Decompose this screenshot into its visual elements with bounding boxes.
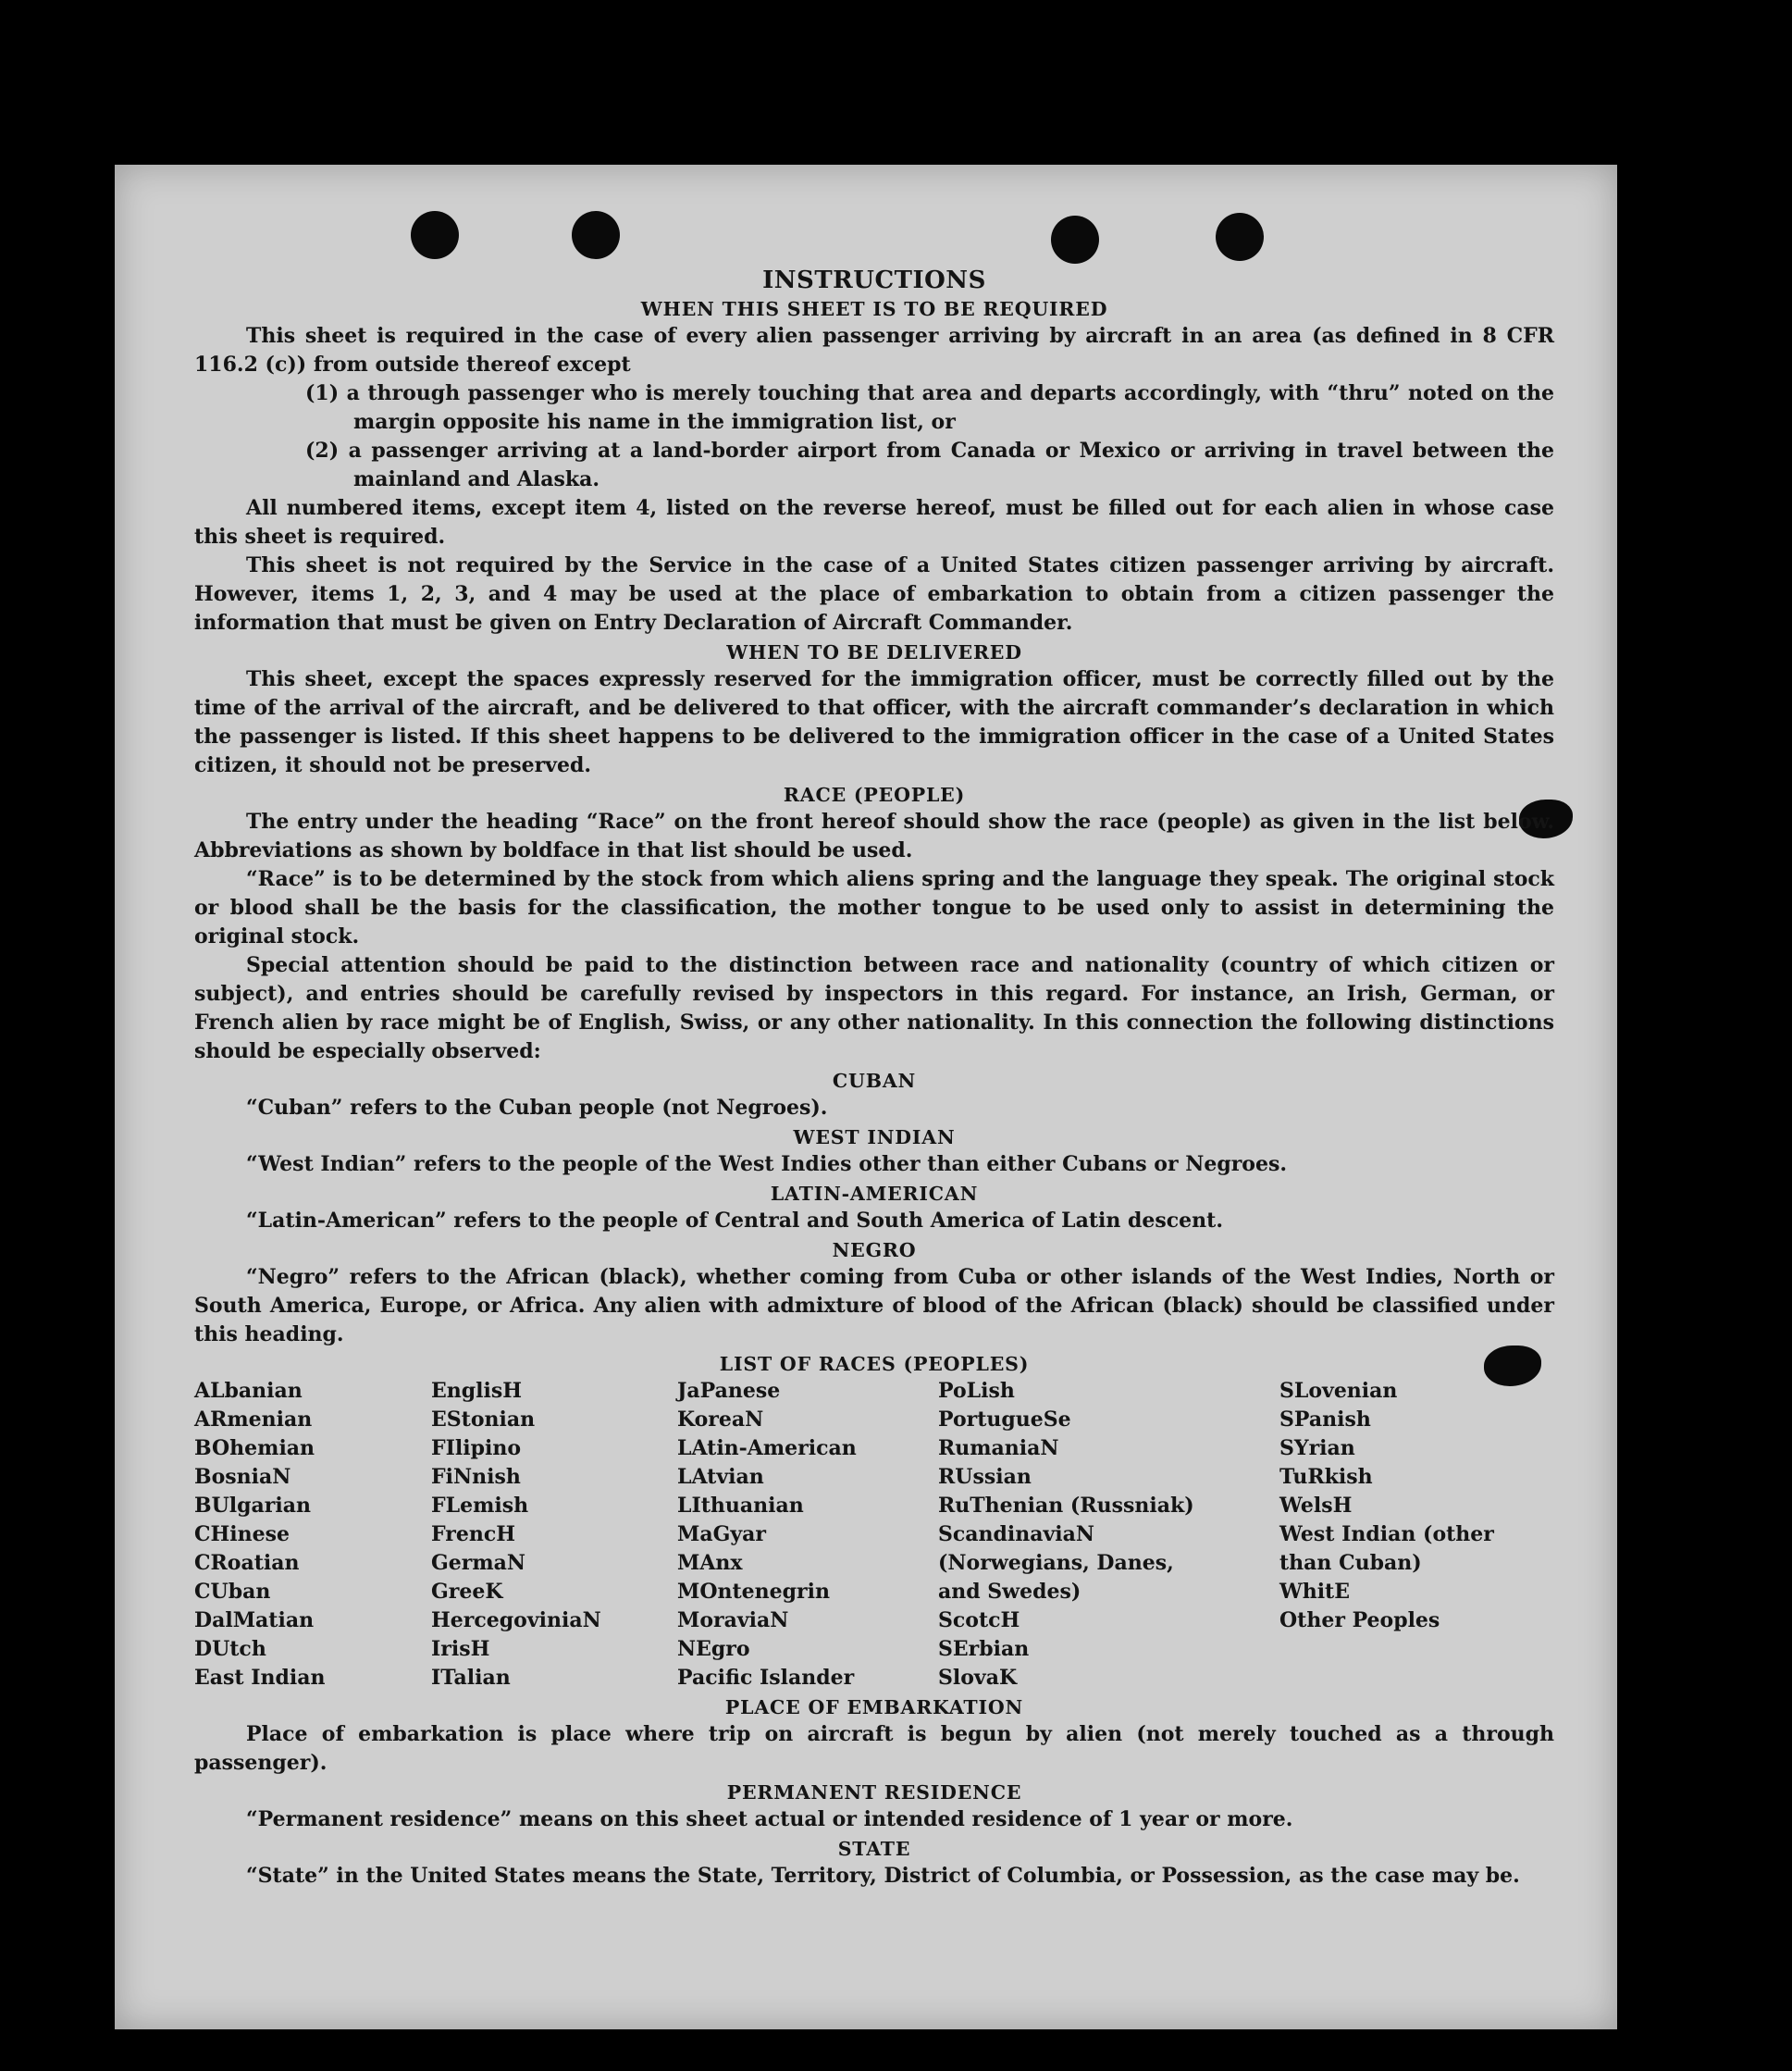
paragraph: All numbered items, except item 4, listed on the reverse hereof, must be filled out for each alien in whose case this sheet is required.: [194, 496, 1554, 549]
race-item: CUban: [194, 1580, 271, 1604]
section-heading: WEST INDIAN: [793, 1126, 956, 1148]
race-item: EStonian: [431, 1408, 536, 1432]
punch-hole: [1216, 213, 1264, 261]
race-item: MAnx: [677, 1551, 743, 1575]
race-item: SPanish: [1279, 1408, 1371, 1432]
race-item: LAtin-American: [677, 1436, 857, 1460]
paragraph: Special attention should be paid to the distinction between race and nationality (country of which citizen or subject), and entries should be carefully revised by inspectors in this regard. For instance, an Irish, German, or French alien by race might be of English, Swiss, or any other nationality. In this connection the following distinctions should be especially observed:: [194, 953, 1554, 1063]
instructions-content: [194, 267, 1554, 1891]
section-heading: WHEN THIS SHEET IS TO BE REQUIRED: [640, 298, 1108, 320]
section-heading: CUBAN: [832, 1070, 917, 1092]
paragraph: “Negro” refers to the African (black), whether coming from Cuba or other islands of the West Indies, North or South America, Europe, or Africa. Any alien with admixture of blood of the African (black) should be classified under this heading.: [194, 1265, 1554, 1346]
race-item: HercegoviniaN: [431, 1608, 601, 1632]
paragraph: “West Indian” refers to the people of the West Indies other than either Cubans or Negroes.: [246, 1152, 1288, 1176]
race-item: Other Peoples: [1279, 1608, 1440, 1632]
section-heading: STATE: [837, 1838, 911, 1860]
race-item: TuRkish: [1279, 1465, 1373, 1489]
race-item: DalMatian: [194, 1608, 315, 1632]
paragraph: “Permanent residence” means on this sheet actual or intended residence of 1 year or more.: [246, 1807, 1293, 1831]
list-item: (1) a through passenger who is merely touching that area and departs accordingly, with “thru” noted on the margin opposite his name in the immigration list, or: [305, 381, 1554, 434]
race-item: ITalian: [431, 1666, 511, 1690]
race-item: West Indian (other than Cuban): [1279, 1522, 1494, 1575]
race-item: CRoatian: [194, 1551, 300, 1575]
race-list: [194, 1377, 1554, 1693]
paragraph: “State” in the United States means the State, Territory, District of Columbia, or Possession, as the case may be.: [246, 1864, 1520, 1888]
race-item: SLovenian: [1279, 1379, 1398, 1403]
race-item: WelsH: [1279, 1494, 1353, 1518]
race-item: GermaN: [431, 1551, 526, 1575]
race-column: [677, 1377, 938, 1693]
race-item: LIthuanian: [677, 1494, 804, 1518]
race-item: MoraviaN: [677, 1608, 789, 1632]
race-item: SErbian: [938, 1637, 1030, 1661]
paragraph: “Race” is to be determined by the stock from which aliens spring and the language they speak. The original stock or blood shall be the basis for the classification, the mother tongue to be used only to assist in determining the original stock.: [194, 867, 1554, 949]
race-item: ScotcH: [938, 1608, 1020, 1632]
race-column: [1279, 1377, 1520, 1693]
section-heading: RACE (PEOPLE): [783, 784, 966, 806]
paragraph: The entry under the heading “Race” on the front hereof should show the race (people) as given in the list below. Abbreviations as shown by boldface in that list should be used.: [194, 810, 1554, 862]
paragraph: Place of embarkation is place where trip on aircraft is begun by alien (not merely touched as a through passenger).: [194, 1722, 1554, 1775]
punch-hole: [572, 211, 620, 259]
race-item: RumaniaN: [938, 1436, 1059, 1460]
section-heading: LIST OF RACES (PEOPLES): [719, 1353, 1030, 1375]
section-heading: PLACE OF EMBARKATION: [724, 1696, 1024, 1718]
race-item: ScandinaviaN (Norwegians, Danes, and Swedes): [938, 1522, 1174, 1604]
race-column: [938, 1377, 1279, 1693]
race-item: GreeK: [431, 1580, 503, 1604]
punch-hole: [411, 211, 459, 259]
race-item: JaPanese: [677, 1379, 781, 1403]
race-item: CHinese: [194, 1522, 290, 1546]
race-item: KoreaN: [677, 1408, 764, 1432]
race-item: Pacific Islander: [677, 1666, 855, 1690]
race-item: SlovaK: [938, 1666, 1018, 1690]
paragraph: This sheet, except the spaces expressly reserved for the immigration officer, must be correctly filled out by the time of the arrival of the aircraft, and be delivered to that officer, with the aircraft commander’s declaration in which the passenger is listed. If this sheet happens to be delivered to the immigration officer in the case of a United States citizen, it should not be preserved.: [194, 667, 1554, 777]
punch-hole: [1051, 216, 1099, 264]
race-item: FiNnish: [431, 1465, 521, 1489]
race-item: BosniaN: [194, 1465, 291, 1489]
section-heading: PERMANENT RESIDENCE: [726, 1781, 1022, 1804]
race-item: WhitE: [1279, 1580, 1350, 1604]
paragraph: “Latin-American” refers to the people of Central and South America of Latin descent.: [246, 1209, 1223, 1233]
race-item: RUssian: [938, 1465, 1032, 1489]
section-heading: WHEN TO BE DELIVERED: [726, 641, 1022, 663]
paragraph: This sheet is required in the case of every alien passenger arriving by aircraft in an area (as defined in 8 CFR 116.2 (c)) from outside thereof except: [194, 324, 1554, 377]
race-item: ALbanian: [194, 1379, 303, 1403]
race-column: [431, 1377, 677, 1693]
race-item: EnglisH: [431, 1379, 523, 1403]
race-item: PortugueSe: [938, 1408, 1071, 1432]
race-item: FrencH: [431, 1522, 515, 1546]
section-heading: NEGRO: [832, 1239, 917, 1261]
race-item: PoLish: [938, 1379, 1015, 1403]
list-item: (2) a passenger arriving at a land-border airport from Canada or Mexico or arriving in travel between the mainland and Alaska.: [305, 439, 1554, 491]
race-item: RuThenian (Russniak): [938, 1494, 1194, 1518]
section-heading: LATIN-AMERICAN: [770, 1183, 979, 1205]
race-item: LAtvian: [677, 1465, 764, 1489]
page-title: INSTRUCTIONS: [762, 267, 986, 294]
race-item: ARmenian: [194, 1408, 313, 1432]
race-item: MaGyar: [677, 1522, 767, 1546]
race-item: IrisH: [431, 1637, 490, 1661]
race-item: SYrian: [1279, 1436, 1355, 1460]
paragraph: This sheet is not required by the Service in the case of a United States citizen passenger arriving by aircraft. However, items 1, 2, 3, and 4 may be used at the place of embarkation to obtain from a citizen passenger the information that must be given on Entry Declaration of Aircraft Commander.: [194, 553, 1554, 635]
race-item: FIlipino: [431, 1436, 522, 1460]
race-item: NEgro: [677, 1637, 750, 1661]
race-item: FLemish: [431, 1494, 529, 1518]
document-page: [115, 165, 1617, 2029]
race-item: East Indian: [194, 1666, 326, 1690]
race-item: BOhemian: [194, 1436, 315, 1460]
race-item: BUlgarian: [194, 1494, 311, 1518]
paragraph: “Cuban” refers to the Cuban people (not Negroes).: [246, 1096, 828, 1120]
race-item: MOntenegrin: [677, 1580, 830, 1604]
race-column: [194, 1377, 431, 1693]
race-item: DUtch: [194, 1637, 266, 1661]
